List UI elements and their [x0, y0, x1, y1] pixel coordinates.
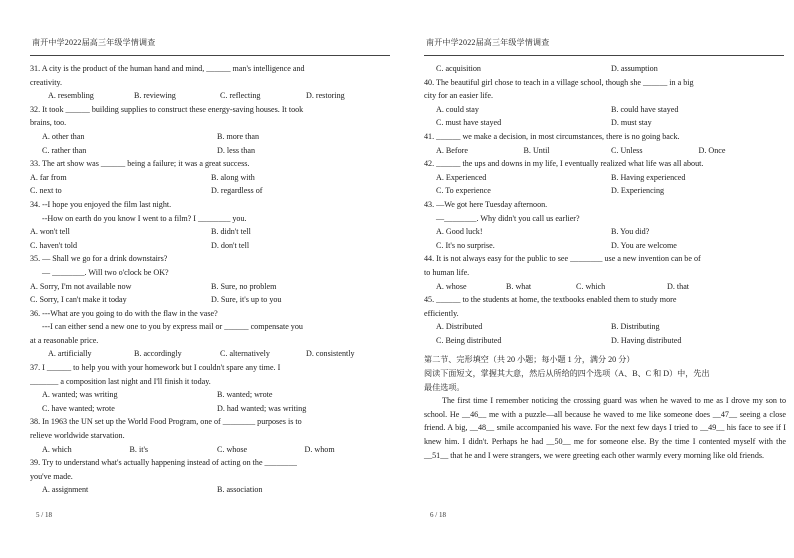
header-rule	[424, 55, 784, 56]
page-body: 31. A city is the product of the human hand and mind, ______ man's intelligence and creativity. A. resembling B. reviewing C. reflecting D. restoring 32. It took ______ building supplies to construct these energy-saving houses. It took brains, too. A. other than B. more than C. rather than D. less than 33. The art show was ______ being a failure; it was a great success. A. far from B. along with C. next to D. regardless of 34. --I hope you enjoyed the film last night. --How on earth do you know I went to a film? I ________ you. A. won't tell B. didn't tell C. haven't told D. don't tell 35. — Shall we go for a drink downstairs? — ________. Will two o'clock be OK? A. Sorry, I'm not available now B. Sure, no problem C. Sorry, I can't make it today D. Sure, it's up to you 36. ---What are you going to do with the flaw in the vase? ---I can either send a new one to you by express mail or ______ compensate you at a reasonable price. A. artificially B. accordingly C. alternatively D. consistently 37. I ______ to help you with your homework but I couldn't spare any time. I _______ a composition last night and I'll finish it today. A. wanted; was writing B. wanted; wrote C. have wanted; wrote D. had wanted; was writing 38. In 1963 the UN set up the World Food Program, one of ________ purposes is to relieve worldwide starvation. A. which B. it's C. whose D. whom 39. Try to understand what's actually happening instead of acting on the ________ you've made. A. assignment B. association	[30, 62, 392, 497]
question-38: 38. In 1963 the UN set up the World Food Program, one of ________ purposes is to	[30, 417, 302, 427]
cloze-passage: The first time I remember noticing the crossing guard was when he waved to me as I drove my son to school. He __46__ me with a puzzle—all because he waved to me like someone does __47__ seeing a close friend. A big, __48__ smile accompanied his wave. For the next few days I tried to __49__ his face to see if I knew him. I didn't. Perhaps he had __50__ me for someone else. By the time I contented myself with the __51__ that he and I were strangers, we were greeting each other warmly every morning like old friends.	[424, 396, 786, 460]
page-header: 南开中学2022届高三年级学情调查	[426, 38, 550, 47]
page-left	[30, 0, 400, 558]
options-43: A. Good luck! B. You did?	[436, 227, 650, 237]
options-39-cont: C. acquisition D. assumption	[436, 64, 658, 73]
page-number: 6 / 18	[430, 511, 446, 519]
question-43: 43. —We got here Tuesday afternoon.	[424, 199, 548, 209]
options-45: A. Distributed B. Distributing	[436, 322, 660, 332]
question-37: 37. I ______ to help you with your homework but I couldn't spare any time. I	[30, 363, 281, 373]
options-35: A. Sorry, I'm not available now B. Sure, no problem	[30, 281, 277, 291]
options-42: A. Experienced B. Having experienced	[436, 172, 686, 182]
question-34: 34. --I hope you enjoyed the film last night.	[30, 199, 172, 209]
question-33: 33. The art show was ______ being a failure; it was a great success.	[30, 159, 250, 169]
section-instructions: 阅读下面短文，掌握其大意，然后从所给的四个选项（A、B、C 和 D）中，先出	[424, 369, 710, 379]
question-35: 35. — Shall we go for a drink downstairs?	[30, 254, 168, 264]
section-title: 第二节、完形填空（共 20 小题；每小题 1 分，满分 20 分）	[424, 355, 635, 365]
options-39: A. assignment B. association	[42, 485, 263, 495]
question-31: 31. A city is the product of the human hand and mind, ______ man's intelligence and	[30, 64, 305, 73]
page-header: 南开中学2022届高三年级学情调查	[32, 38, 156, 47]
question-36: 36. ---What are you going to do with the flaw in the vase?	[30, 308, 218, 318]
options-31: A. resembling B. reviewing C. reflecting D. restoring	[48, 91, 345, 101]
page-body: C. acquisition D. assumption 40. The beautiful girl chose to teach in a village school, though she ______ in a big city for an easier life. A. could stay B. could have stayed C. must have stayed D. must stay 41. ______ we make a decision, in most circumstances, there is no going back. A. Before B. Until C. Unless D. Once 42. ______ the ups and downs in my life, I eventually realized what life was all about. A. Experienced B. Having experienced C. To experience D. Experiencing 43. —We got here Tuesday afternoon. —________. Why didn't you call us earlier? A. Good luck! B. You did? C. It's no surprise. D. You are welcome 44. It is not always easy for the public to see ________ use a new invention can be of to human life. A. whose B. what C. which D. that 45. ______ to the students at home, the textbooks enabled them to study more efficiently. A. Distributed B. Distributing C. Being distributed D. Having distributed 第二节、完形填空（共 20 小题；每小题 1 分，满分 20 分） 阅读下面短文，掌握其大意，然后从所给的四个选项（A、B、C 和 D）中，先出 最佳选项。 The first time I remember noticing the crossing guard was when he waved to me as I drove my son to school. He __46__ me with a puzzle—all because he waved to me like someone does __47__ seeing a close friend. A big, __48__ smile accompanied his wave. For the next few days I tried to __49__ his face to see if I knew him. I didn't. Perhaps he had __50__ me for someone else. By the time I contented myself with the __51__ that he and I were strangers, we were greeting each other warmly every morning like old friends.	[424, 62, 786, 462]
options-37: A. wanted; was writing B. wanted; wrote	[42, 390, 273, 400]
question-42: 42. ______ the ups and downs in my life, I eventually realized what life was all about.	[424, 159, 704, 169]
page-right	[424, 0, 794, 558]
options-36: A. artificially B. accordingly C. alternatively D. consistently	[48, 349, 355, 359]
question-44: 44. It is not always easy for the public to see ________ use a new invention can be of	[424, 254, 701, 264]
options-32: A. other than B. more than	[42, 131, 260, 141]
question-45: 45. ______ to the students at home, the textbooks enabled them to study more	[424, 295, 677, 305]
question-32: 32. It took ______ building supplies to construct these energy-saving houses. It took	[30, 104, 304, 114]
options-41: A. Before B. Until C. Unless D. Once	[436, 145, 726, 155]
options-34: A. won't tell B. didn't tell	[30, 227, 251, 237]
question-40: 40. The beautiful girl chose to teach in a village school, though she ______ in a big	[424, 77, 694, 87]
options-33: A. far from B. along with	[30, 172, 255, 182]
options-38: A. which B. it's C. whose D. whom	[42, 444, 335, 454]
page-number: 5 / 18	[36, 511, 52, 519]
question-39: 39. Try to understand what's actually happening instead of acting on the ________	[30, 458, 297, 468]
options-40: A. could stay B. could have stayed	[436, 104, 679, 114]
header-rule	[30, 55, 390, 56]
options-44: A. whose B. what C. which D. that	[436, 281, 690, 291]
question-41: 41. ______ we make a decision, in most circumstances, there is no going back.	[424, 131, 680, 141]
